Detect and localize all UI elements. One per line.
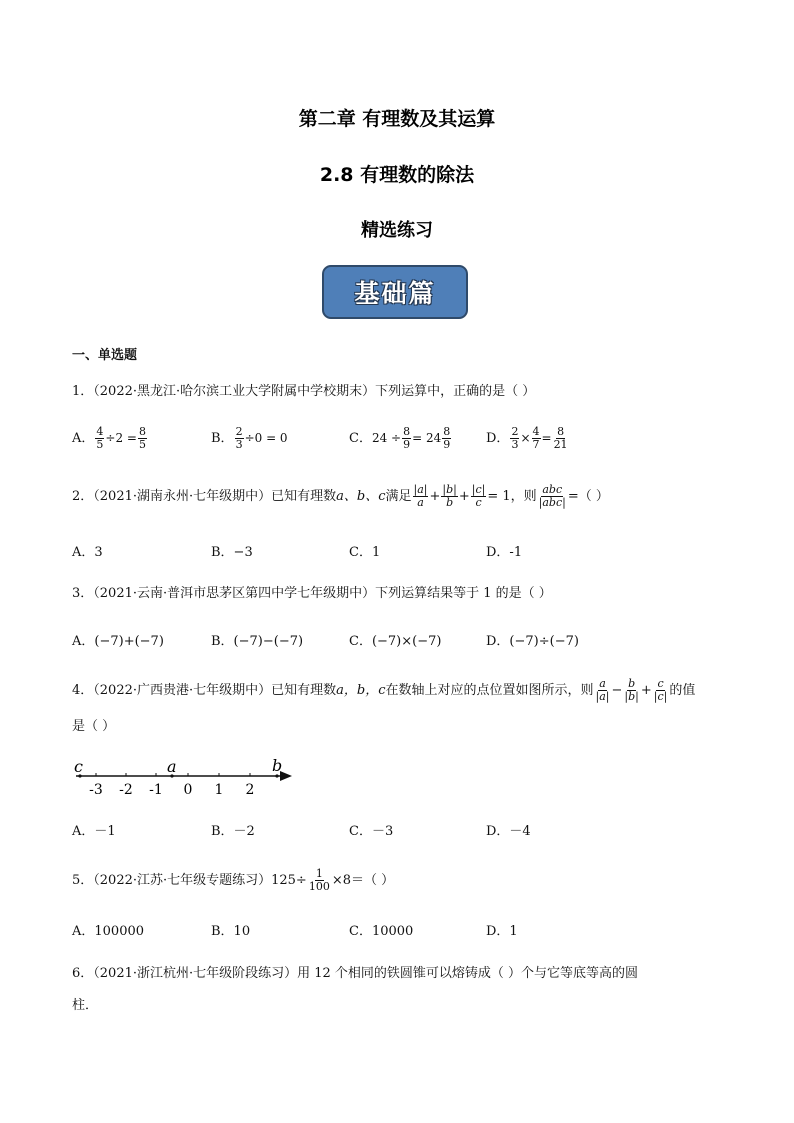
fraction: $\frac{8}{5}$ [138,425,146,451]
question-5-option-c[interactable]: C．10000 [349,924,414,939]
fraction: $\frac{|a|}{a}$ [413,483,428,509]
fraction: $\frac{|b|}{b}$ [442,483,457,509]
question-4-option-b[interactable]: B．－2 [211,824,255,839]
number-line-point-a: a [167,758,177,776]
tick-label: -1 [149,782,163,798]
question-3-option-d[interactable]: D．(−7)÷(−7) [486,634,579,649]
tick-label: -3 [89,782,103,798]
fraction: $\frac{4}{5}$ [96,425,104,451]
question-3-stem: 3．（2021·云南·普洱市思茅区第四中学七年级期中）下列运算结果等于 1 的是（ ） [72,586,552,601]
fraction: $\frac{2}{3}$ [235,425,243,451]
question-5-option-d[interactable]: D．1 [486,924,518,939]
question-1-option-a[interactable]: A． $\frac{4}{5}$ ÷2 = $\frac{8}{5}$ [72,425,146,451]
question-4-stem-line2: 是（ ） [72,719,116,734]
fraction: $\frac{a}{|a|}$ [595,677,610,703]
chapter-title: 第二章 有理数及其运算 [298,108,496,130]
fraction: $\frac{b}{|b|}$ [624,677,639,703]
fraction: $\frac{8}{9}$ [403,425,411,451]
fraction: $\frac{1}{100}$ [308,867,330,893]
question-4-option-d[interactable]: D．－4 [486,824,531,839]
question-3-option-a[interactable]: A．(−7)+(−7) [72,634,164,649]
question-2-stem: 2．（2021·湖南永州·七年级期中）已知有理数a、b、c满足 $\frac{|a|}{a}$ + $\frac{|b|}{b}$ + $\frac{|c|}{c}$ = 1，则 $\frac{\text{abc}}{\text{|abc|}}$ =（ ） [72,483,609,509]
number-line-point-c: c [74,758,83,776]
question-5-stem: 5．（2022·江苏·七年级专题练习）125÷ $\frac{1}{100}$ ×8＝（ ） [72,867,395,893]
question-6-stem: 6．（2021·浙江杭州·七年级阶段练习）用 12 个相同的铁圆锥可以熔铸成（ ）个与它等底等高的圆 [72,966,639,981]
question-1-option-c[interactable]: C．24 ÷ $\frac{8}{9}$ = 24 $\frac{8}{9}$ [349,425,451,451]
section-title: 2.8 有理数的除法 [319,164,475,186]
question-2-option-b[interactable]: B．−3 [211,545,253,560]
question-6-stem-line2: 柱． [72,998,99,1013]
question-3-option-c[interactable]: C．(−7)×(−7) [349,634,442,649]
question-4-stem: 4．（2022·广西贵港·七年级期中）已知有理数a，b，c在数轴上对应的点位置如图所示，则 $\frac{a}{|a|}$ − $\frac{b}{|b|}$ + $\frac{c}{|c|}$ 的值 [72,677,696,703]
fraction: $\frac{2}{3}$ [511,425,519,451]
fraction: $\frac{\text{abc}}{\text{|abc|}}$ [538,483,566,509]
question-1-option-b[interactable]: B． $\frac{2}{3}$ ÷0 = 0 [211,425,288,451]
question-5-option-a[interactable]: A．100000 [72,924,145,939]
fraction: $\frac{4}{7}$ [532,425,540,451]
question-2-option-c[interactable]: C．1 [349,545,381,560]
level-badge [322,265,468,319]
fraction: $\frac{8}{9}$ [443,425,451,451]
level-badge-label: 基础篇 [354,279,436,308]
question-4-option-a[interactable]: A．－1 [72,824,116,839]
question-2-option-a[interactable]: A．3 [72,545,103,560]
fraction: $\frac{c}{|c|}$ [653,677,668,703]
part-heading: 一、单选题 [72,348,138,363]
tick-label: 2 [245,782,255,798]
exercise-subtitle: 精选练习 [361,220,433,241]
question-4-option-c[interactable]: C．－3 [349,824,394,839]
tick-label: 1 [214,782,224,798]
tick-label: -2 [119,782,133,798]
number-line-point-b: b [272,758,283,775]
tick-label: 0 [183,782,193,798]
question-1-option-d[interactable]: D． $\frac{2}{3}$ × $\frac{4}{7}$ = $\frac{8}{21}$ [486,425,568,451]
question-1-stem: 1．（2022·黑龙江·哈尔滨工业大学附属中学校期末）下列运算中，正确的是（ ） [72,384,536,399]
question-5-option-b[interactable]: B．10 [211,924,251,939]
fraction: $\frac{8}{21}$ [553,425,568,451]
question-2-option-d[interactable]: D．-1 [486,545,523,560]
number-line-diagram [72,758,302,798]
question-3-option-b[interactable]: B．(−7)−(−7) [211,634,304,649]
fraction: $\frac{|c|}{c}$ [471,483,486,509]
